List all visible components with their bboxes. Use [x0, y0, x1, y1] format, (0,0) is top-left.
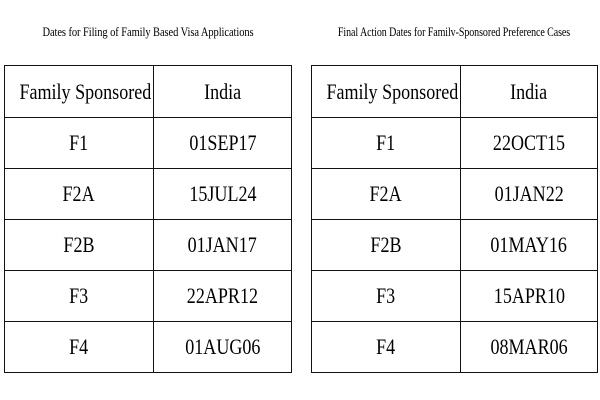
filing-dates-table [4, 65, 292, 373]
table-row [5, 271, 292, 322]
date-cell: 01AUG06 [154, 322, 292, 373]
date-cell: 15JUL24 [154, 169, 292, 220]
date-cell: 01JAN17 [154, 220, 292, 271]
final-action-dates-table [311, 65, 598, 373]
table-row [5, 118, 292, 169]
category-cell: F3 [5, 271, 154, 322]
category-cell: F2B [312, 220, 461, 271]
date-cell: 22APR12 [154, 271, 292, 322]
category-cell: F4 [312, 322, 461, 373]
category-cell: F1 [312, 118, 461, 169]
column-header-india: India [461, 66, 598, 118]
date-cell: 22OCT15 [461, 118, 598, 169]
date-cell: 01JAN22 [461, 169, 598, 220]
table-header-row [5, 66, 292, 118]
final-action-dates-title: Final Action Dates for Familv-Sponsored Preference Cases [337, 25, 571, 39]
category-cell: F2B [5, 220, 154, 271]
table-row [5, 322, 292, 373]
table-row [5, 169, 292, 220]
category-cell: F1 [5, 118, 154, 169]
category-cell: F4 [5, 322, 154, 373]
category-cell: F2A [5, 169, 154, 220]
column-header-family-sponsored: Family Sponsored [312, 66, 461, 118]
table-row [5, 220, 292, 271]
table-row [312, 169, 598, 220]
table-row [312, 118, 598, 169]
date-cell: 01SEP17 [154, 118, 292, 169]
column-header-family-sponsored: Family Sponsored [5, 66, 154, 118]
date-cell: 08MAR06 [461, 322, 598, 373]
table-header-row [312, 66, 598, 118]
final-action-dates-panel [308, 0, 600, 373]
filing-dates-title: Dates for Filing of Family Based Visa Applications [42, 25, 254, 39]
table-row [312, 220, 598, 271]
table-row [312, 271, 598, 322]
table-row [312, 322, 598, 373]
column-header-india: India [154, 66, 292, 118]
filing-dates-panel [3, 0, 293, 373]
category-cell: F3 [312, 271, 461, 322]
category-cell: F2A [312, 169, 461, 220]
date-cell: 01MAY16 [461, 220, 598, 271]
date-cell: 15APR10 [461, 271, 598, 322]
